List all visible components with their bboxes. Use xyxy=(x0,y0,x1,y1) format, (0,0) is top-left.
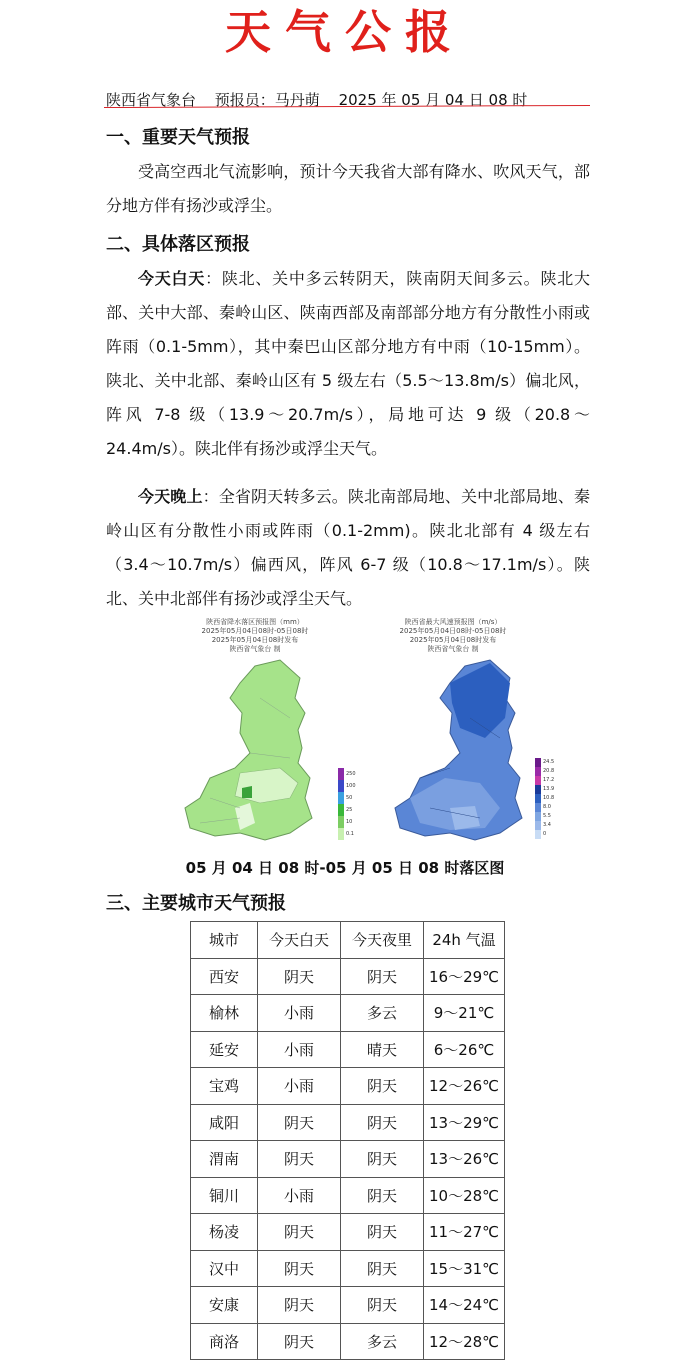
temp-range: 10～28℃ xyxy=(424,1177,505,1214)
night-weather: 阴天 xyxy=(341,1068,424,1105)
table-row xyxy=(191,958,505,995)
temp-range: 12～26℃ xyxy=(424,1068,505,1105)
city-name: 西安 xyxy=(191,958,258,995)
night-weather: 阴天 xyxy=(341,1104,424,1141)
section2-heading: 二、具体落区预报 xyxy=(106,234,250,255)
city-name: 渭南 xyxy=(191,1141,258,1178)
section3-heading: 三、主要城市天气预报 xyxy=(106,893,286,914)
wind-map-title: 陕西省最大风速预报图（m/s） 2025年05月04日08时-05日08时 2025年05月04日08时发布 陕西省气象台 制 xyxy=(399,618,507,653)
day-label: 今天白天 xyxy=(138,269,206,288)
city-name: 杨凌 xyxy=(191,1214,258,1251)
temp-range: 11～27℃ xyxy=(424,1214,505,1251)
day-weather: 阴天 xyxy=(258,1323,341,1360)
night-weather: 阴天 xyxy=(341,1141,424,1178)
temp-range: 13～26℃ xyxy=(424,1141,505,1178)
issuing-office: 陕西省气象台 xyxy=(106,91,197,109)
city-name: 安康 xyxy=(191,1287,258,1324)
city-name: 咸阳 xyxy=(191,1104,258,1141)
day-weather: 阴天 xyxy=(258,1287,341,1324)
night-weather: 阴天 xyxy=(341,958,424,995)
temp-range: 14～24℃ xyxy=(424,1287,505,1324)
col-temp: 24h 气温 xyxy=(424,922,505,959)
night-text: ：全省阴天转多云。陕北南部局地、关中北部局地、秦岭山区有分散性小雨或阵雨（0.1-2mm)。陕北北部有 4 级左右（3.4～10.7m/s）偏西风，阵风 6-7 级（10.8～17.1m/s）。陕北、关中北部伴有扬沙或浮尘天气。 xyxy=(106,487,590,608)
forecaster: 预报员：马丹萌 xyxy=(214,91,320,109)
night-weather: 多云 xyxy=(341,995,424,1032)
temp-range: 12～28℃ xyxy=(424,1323,505,1360)
table-row xyxy=(191,1287,505,1324)
wind-map xyxy=(390,658,560,848)
day-weather: 小雨 xyxy=(258,995,341,1032)
temp-range: 16～29℃ xyxy=(424,958,505,995)
forecast-maps xyxy=(180,618,560,853)
city-name: 商洛 xyxy=(191,1323,258,1360)
city-name: 铜川 xyxy=(191,1177,258,1214)
table-row xyxy=(191,1141,505,1178)
section1-heading: 一、重要天气预报 xyxy=(106,127,250,148)
night-weather: 阴天 xyxy=(341,1177,424,1214)
day-weather: 阴天 xyxy=(258,958,341,995)
rain-map-title: 陕西省降水落区预报图（mm） 2025年05月04日08时-05日08时 2025年05月04日08时发布 陕西省气象台 制 xyxy=(201,618,309,653)
day-forecast xyxy=(106,262,590,466)
day-text: ：陕北、关中多云转阴天，陕南阴天间多云。陕北大部、关中大部、秦岭山区、陕南西部及南部部分地方有分散性小雨或阵雨（0.1-5mm），其中秦巴山区部分地方有中雨（10-15mm）。陕北、关中北部、秦岭山区有 5 级左右（5.5～13.8m/s）偏北风，阵风 7-8 级（13.9～20.7m/s），局地可达 9 级（20.8～24.4m/s）。陕北伴有扬沙或浮尘天气。 xyxy=(106,269,590,458)
temp-range: 9～21℃ xyxy=(424,995,505,1032)
night-weather: 阴天 xyxy=(341,1250,424,1287)
table-row xyxy=(191,1104,505,1141)
issue-datetime: 2025 年 05 月 04 日 08 时 xyxy=(338,91,528,109)
wind-legend-labels: 24.5 20.8 17.2 13.9 10.8 8.0 5.5 3.4 0 xyxy=(543,759,555,837)
day-weather: 阴天 xyxy=(258,1250,341,1287)
col-city: 城市 xyxy=(191,922,258,959)
city-forecast-table xyxy=(190,921,505,1360)
day-weather: 阴天 xyxy=(258,1141,341,1178)
day-weather: 阴天 xyxy=(258,1104,341,1141)
map-caption: 05 月 04 日 08 时-05 月 05 日 08 时落区图 xyxy=(185,859,505,877)
table-row xyxy=(191,1250,505,1287)
table-row xyxy=(191,1031,505,1068)
table-row xyxy=(191,1068,505,1105)
table-row xyxy=(191,995,505,1032)
night-weather: 阴天 xyxy=(341,1214,424,1251)
temp-range: 6～26℃ xyxy=(424,1031,505,1068)
table-header-row xyxy=(191,922,505,959)
temp-range: 13～29℃ xyxy=(424,1104,505,1141)
day-weather: 小雨 xyxy=(258,1177,341,1214)
night-weather: 阴天 xyxy=(341,1287,424,1324)
city-name: 延安 xyxy=(191,1031,258,1068)
table-row xyxy=(191,1177,505,1214)
temp-range: 15～31℃ xyxy=(424,1250,505,1287)
section1-text: 受高空西北气流影响，预计今天我省大部有降水、吹风天气，部分地方伴有扬沙或浮尘。 xyxy=(106,162,590,215)
night-label: 今天晚上 xyxy=(138,487,203,506)
night-weather: 晴天 xyxy=(341,1031,424,1068)
wind-legend xyxy=(535,758,541,839)
rain-legend xyxy=(338,768,344,840)
city-name: 榆林 xyxy=(191,995,258,1032)
col-night: 今天夜里 xyxy=(341,922,424,959)
day-weather: 小雨 xyxy=(258,1068,341,1105)
rain-map xyxy=(180,658,355,848)
night-forecast xyxy=(106,480,590,616)
rain-legend-labels: 250 100 50 25 10 0.1 xyxy=(346,771,356,837)
table-row xyxy=(191,1214,505,1251)
page-title: 天气公报 xyxy=(225,5,465,59)
col-day: 今天白天 xyxy=(258,922,341,959)
night-weather: 多云 xyxy=(341,1323,424,1360)
day-weather: 阴天 xyxy=(258,1214,341,1251)
day-weather: 小雨 xyxy=(258,1031,341,1068)
city-name: 宝鸡 xyxy=(191,1068,258,1105)
table-row xyxy=(191,1323,505,1360)
city-name: 汉中 xyxy=(191,1250,258,1287)
